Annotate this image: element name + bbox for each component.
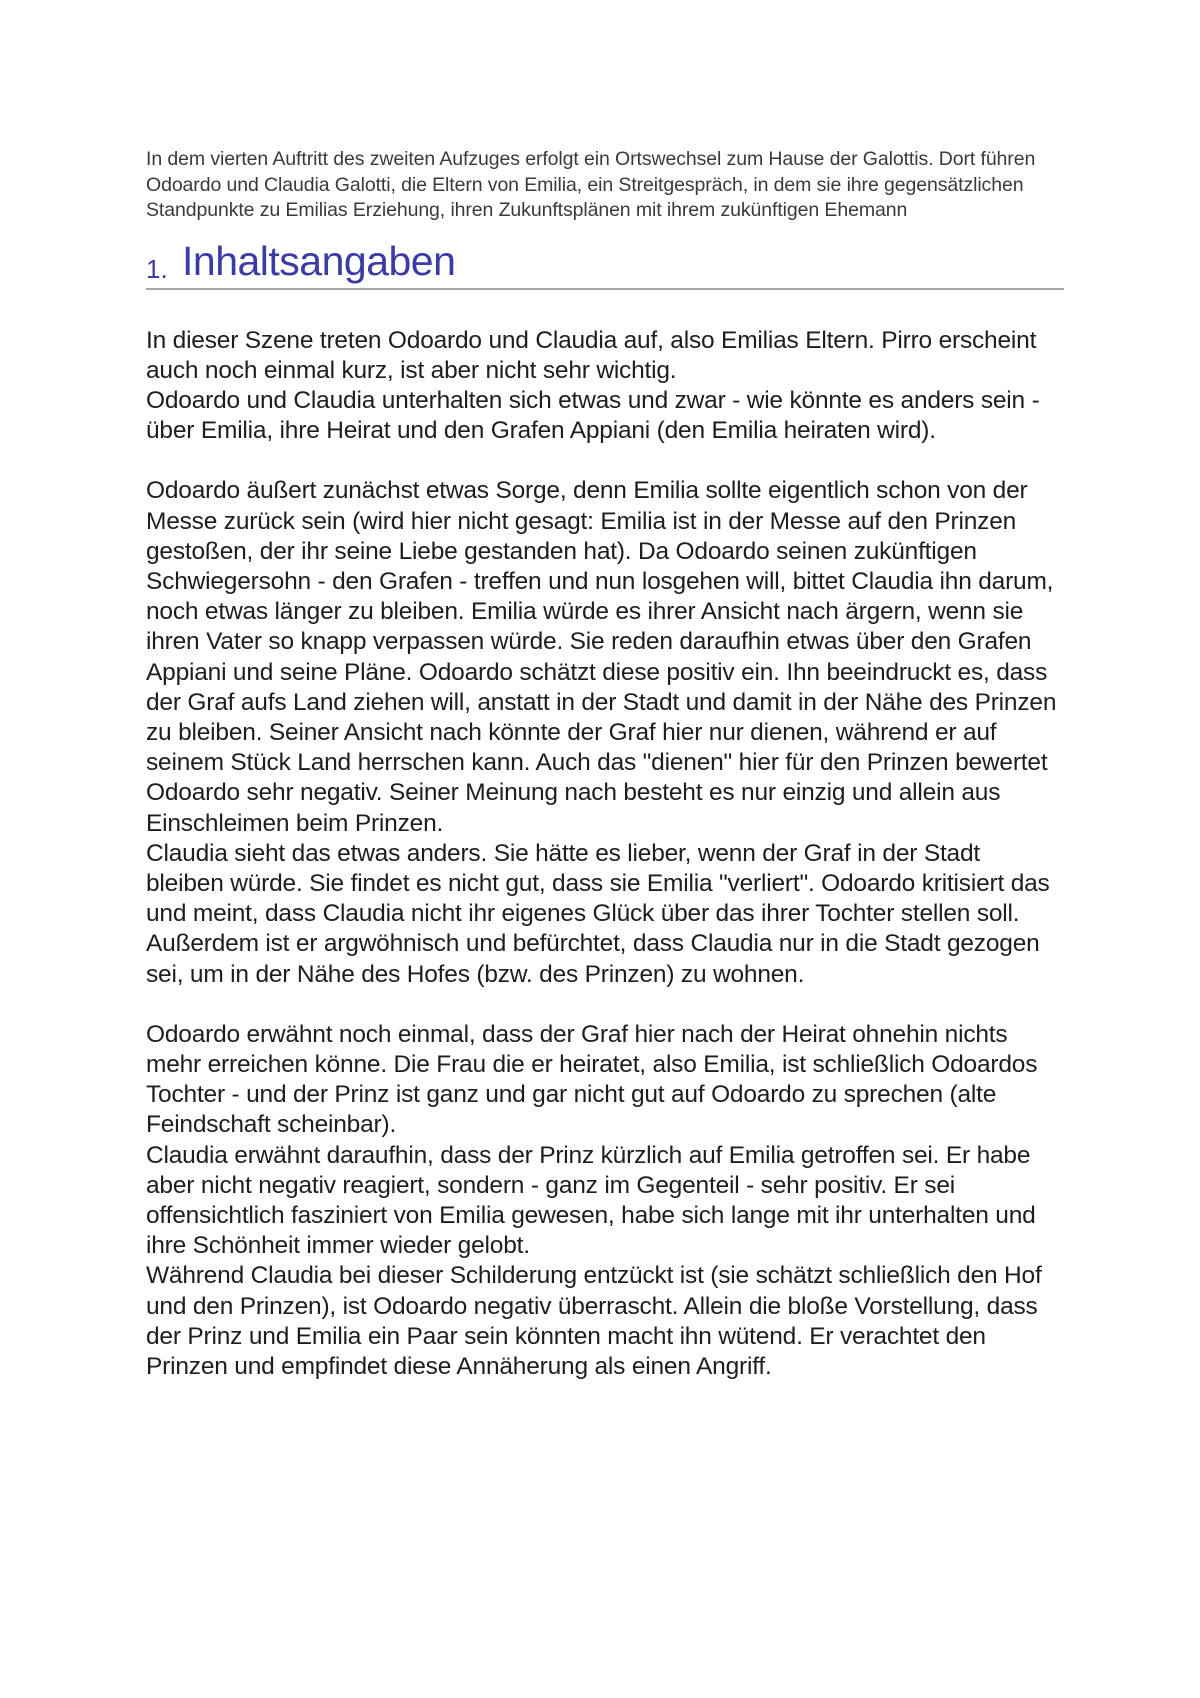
- document-page: [146, 0, 1064, 1382]
- body-paragraph: Claudia sieht das etwas anders. Sie hätte es lieber, wenn der Graf in der Stadt bleiben würde. Sie findet es nicht gut, dass sie Emilia "verliert". Odoardo kritisiert das und meint, dass Claudia nicht ihr eigenes Glück über das ihrer Tochter stellen soll. Außerdem ist er argwöhnisch und befürchtet, dass Claudia nur in die Stadt gezogen sei, um in der Nähe des Hofes (bzw. des Prinzen) zu wohnen.: [146, 839, 1050, 988]
- section-heading: [146, 238, 1064, 290]
- body-paragraph: In dieser Szene treten Odoardo und Claudia auf, also Emilias Eltern. Pirro erscheint auch noch einmal kurz, ist aber nicht sehr wichtig.: [146, 326, 1037, 384]
- body-paragraph: Odoardo und Claudia unterhalten sich etwas und zwar - wie könnte es anders sein - über Emilia, ihre Heirat und den Grafen Appiani (den Emilia heiraten wird).: [146, 386, 1040, 445]
- section-body: [146, 326, 1064, 1383]
- section-number: 1.: [146, 253, 168, 284]
- body-paragraph: Claudia erwähnt daraufhin, dass der Prinz kürzlich auf Emilia getroffen sei. Er habe aber nicht negativ reagiert, sondern - ganz im Gegenteil - sehr positiv. Er sei offensichtlich fasziniert von Emilia gewesen, habe sich lange mit ihr unterhalten und ihre Schönheit immer wieder gelobt.: [146, 1141, 1036, 1260]
- body-paragraph: Odoardo erwähnt noch einmal, dass der Graf hier nach der Heirat ohnehin nichts mehr erreichen könne. Die Frau die er heiratet, also Emilia, ist schließlich Odoardos Tochter - und der Prinz ist ganz und gar nicht gut auf Odoardo zu sprechen (alte Feindschaft scheinbar).: [146, 1020, 1038, 1139]
- intro-paragraph: In dem vierten Auftritt des zweiten Aufzuges erfolgt ein Ortswechsel zum Hause der Galottis. Dort führen Odoardo und Claudia Galotti, die Eltern von Emilia, ein Streitgespräch, in dem sie ihre gegensätzlichen Standpunkte zu Emilias Erziehung, ihren Zukunftsplänen mit ihrem zukünftigen Ehemann: [146, 148, 1036, 221]
- section-title: Inhaltsangaben: [182, 237, 456, 284]
- body-paragraph: Odoardo äußert zunächst etwas Sorge, denn Emilia sollte eigentlich schon von der Messe zurück sein (wird hier nicht gesagt: Emilia ist in der Messe auf den Prinzen gestoßen, der ihr seine Liebe gestanden hat). Da Odoardo seinen zukünftigen Schwiegersohn - den Grafen - treffen und nun losgehen will, bittet Claudia ihn darum, noch etwas länger zu bleiben. Emilia würde es ihrer Ansicht nach ärgern, wenn sie ihren Vater so knapp verpassen würde. Sie reden daraufhin etwas über den Grafen Appiani und seine Pläne. Odoardo schätzt diese positiv ein. Ihn beeindruckt es, dass der Graf aufs Land ziehen will, anstatt in der Stadt und damit in der Nähe des Prinzen zu bleiben. Seiner Ansicht nach könnte der Graf hier nur dienen, während er auf seinem Stück Land herrschen kann. Auch das "dienen" hier für den Prinzen bewertet Odoardo sehr negativ. Seiner Meinung nach besteht es nur einzig und allein aus Einschleimen beim Prinzen.: [146, 477, 1057, 837]
- paragraph-gap: [146, 446, 1064, 476]
- body-paragraph: Während Claudia bei dieser Schilderung entzückt ist (sie schätzt schließlich den Hof und den Prinzen), ist Odoardo negativ überrascht. Allein die bloße Vorstellung, dass der Prinz und Emilia ein Paar sein könnten macht ihn wütend. Er verachtet den Prinzen und empfindet diese Annäherung als einen Angriff.: [146, 1262, 1042, 1380]
- paragraph-gap: [146, 990, 1064, 1020]
